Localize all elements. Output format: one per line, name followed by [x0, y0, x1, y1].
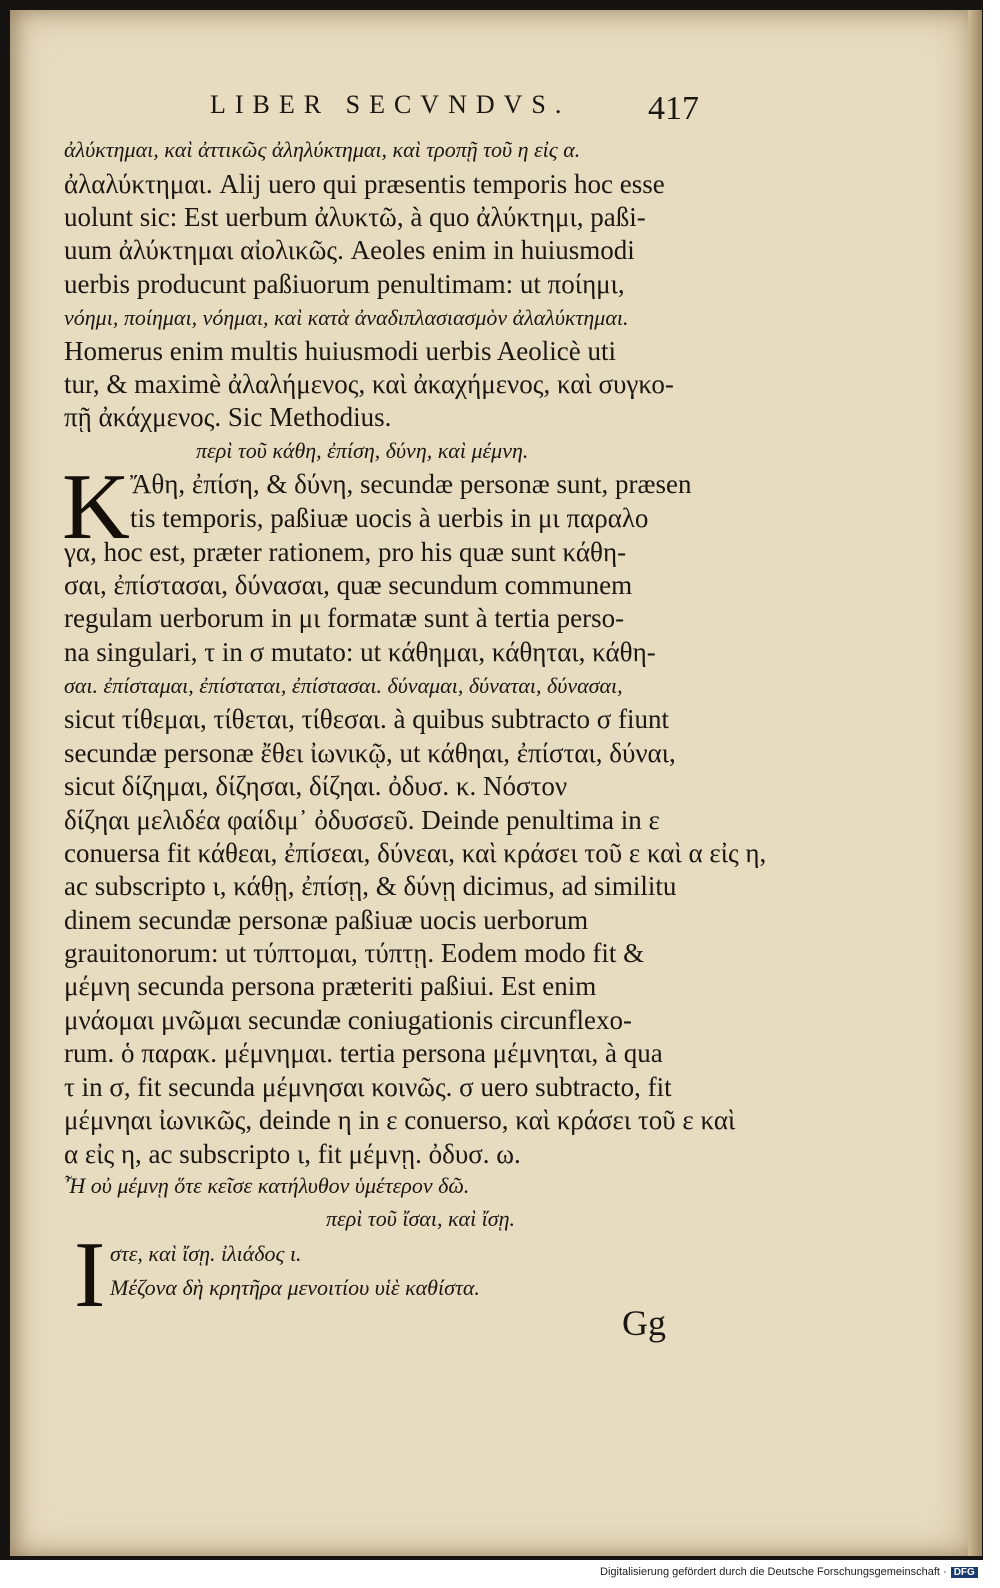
- text-line: uum ἀλύκτημαι αἰολικῶς. Aeoles enim in huiusmodi: [64, 235, 635, 265]
- text-line: πῇ ἀκάχμενος. Sic Methodius.: [64, 402, 392, 432]
- text-line: sicut τίθεμαι, τίθεται, τίθεσαι. à quibus subtracto σ fiunt: [64, 704, 670, 734]
- digitization-credit: [600, 1566, 978, 1578]
- text-line: regulam uerborum in μι formatæ sunt à tertia perso-: [64, 603, 625, 633]
- page-edge: [968, 10, 982, 1556]
- text-line: ac subscripto ι, κάθῃ, ἐπίσῃ, & δύνῃ dicimus, ad similitu: [64, 871, 677, 901]
- text-line: uerbis producunt paßiuorum penultimam: ut ποίημι,: [64, 269, 625, 299]
- text-line: na singulari, τ in σ mutato: ut κάθημαι, κάθηται, κάθη-: [64, 637, 656, 667]
- text-line: γα, hoc est, præter rationem, pro his quæ sunt κάθη-: [64, 537, 627, 567]
- text-line: secundæ personæ ἔθει ἰωνικῷ, ut κάθηαι, ἐπίσται, δύναι,: [64, 738, 676, 768]
- text-line: νόημι, ποίημαι, νόημαι, καὶ κατὰ ἀναδιπλασιασμὸν ἀλαλύκτημαι.: [64, 305, 629, 330]
- book-page: [10, 10, 968, 1556]
- text-line: Ἄθη, ἐπίση, & δύνη, secundæ personæ sunt, præsen: [130, 469, 692, 499]
- text-line: grauitonorum: ut τύπτομαι, τύπτῃ. Eodem modo fit &: [64, 938, 645, 968]
- text-line: Homerus enim multis huiusmodi uerbis Aeolicè uti: [64, 336, 616, 366]
- text-line: uolunt sic: Est uerbum ἀλυκτῶ, à quo ἀλύκτημι, paßi-: [64, 202, 646, 232]
- drop-capital: I: [74, 1223, 106, 1327]
- text-line: ἀλαλύκτημαι. Alij uero qui præsentis temporis hoc esse: [64, 169, 665, 199]
- text-line: α εἰς η, ac subscripto ι, fit μέμνῃ. ὀδυσ. ω.: [64, 1139, 521, 1169]
- text-line: μέμνηαι ἰωνικῶς, deinde η in ε conuerso, καὶ κράσει τοῦ ε καὶ: [64, 1105, 736, 1135]
- text-line: Ἦ οὐ μέμνῃ ὅτε κεῖσε κατήλυθον ὑμέτερον δῶ.: [64, 1173, 470, 1198]
- text-line: sicut δίζημαι, δίζησαι, δίζηαι. ὀδυσ. κ. Νόστον: [64, 771, 568, 801]
- text-line: dinem secundæ personæ paßiuæ uocis uerborum: [64, 905, 589, 935]
- text-line: ἀλύκτημαι, καὶ ἀττικῶς ἀληλύκτημαι, καὶ τροπῇ τοῦ η εἰς α.: [64, 137, 581, 162]
- text-line: tur, & maximè ἀλαλήμενος, καὶ ἀκαχήμενος, καὶ συγκο-: [64, 369, 674, 399]
- dfg-logo: DFG: [951, 1567, 978, 1578]
- drop-capital: K: [62, 455, 130, 559]
- folio-number: 417: [648, 90, 699, 127]
- text-line: μέμνη secunda persona præteriti paßiui. Est enim: [64, 971, 597, 1001]
- text-line: Μέζονα δὴ κρητῆρα μενοιτίου υἱὲ καθίστα.: [110, 1275, 480, 1300]
- section-heading: περὶ τοῦ κάθη, ἐπίση, δύνη, καὶ μέμνη.: [196, 438, 529, 463]
- signature-mark: Gg: [622, 1303, 666, 1343]
- text-line: τ in σ, fit secunda μέμνησαι κοινῶς. σ uero subtracto, fit: [64, 1072, 672, 1102]
- credit-text: Digitalisierung gefördert durch die Deutsche Forschungsgemeinschaft ·: [600, 1566, 947, 1578]
- text-line: rum. ὁ παρακ. μέμνημαι. tertia persona μέμνηται, à qua: [64, 1038, 663, 1068]
- text-line: στε, καὶ ἴσῃ. ἰλιάδος ι.: [110, 1241, 302, 1266]
- text-line: tis temporis, paßiuæ uocis à uerbis in μι παραλο: [130, 503, 649, 533]
- text-line: μνάομαι μνῶμαι secundæ coniugationis circunflexo-: [64, 1005, 632, 1035]
- text-line: conuersa fit κάθεαι, ἐπίσεαι, δύνεαι, καὶ κράσει τοῦ ε καὶ α εἰς η,: [64, 838, 767, 868]
- section-heading: περὶ τοῦ ἴσαι, καὶ ἴσῃ.: [326, 1206, 516, 1231]
- text-line: δίζηαι μελιδέα φαίδιμ᾽ ὀδυσσεῦ. Deinde penultima in ε: [64, 805, 660, 835]
- running-head: LIBER SECVNDVS.: [210, 90, 571, 119]
- page-header: [10, 90, 968, 130]
- text-line: σαι. ἐπίσταμαι, ἐπίσταται, ἐπίστασαι. δύναμαι, δύναται, δύνασαι,: [64, 673, 623, 698]
- text-line: σαι, ἐπίστασαι, δύνασαι, quæ secundum communem: [64, 570, 633, 600]
